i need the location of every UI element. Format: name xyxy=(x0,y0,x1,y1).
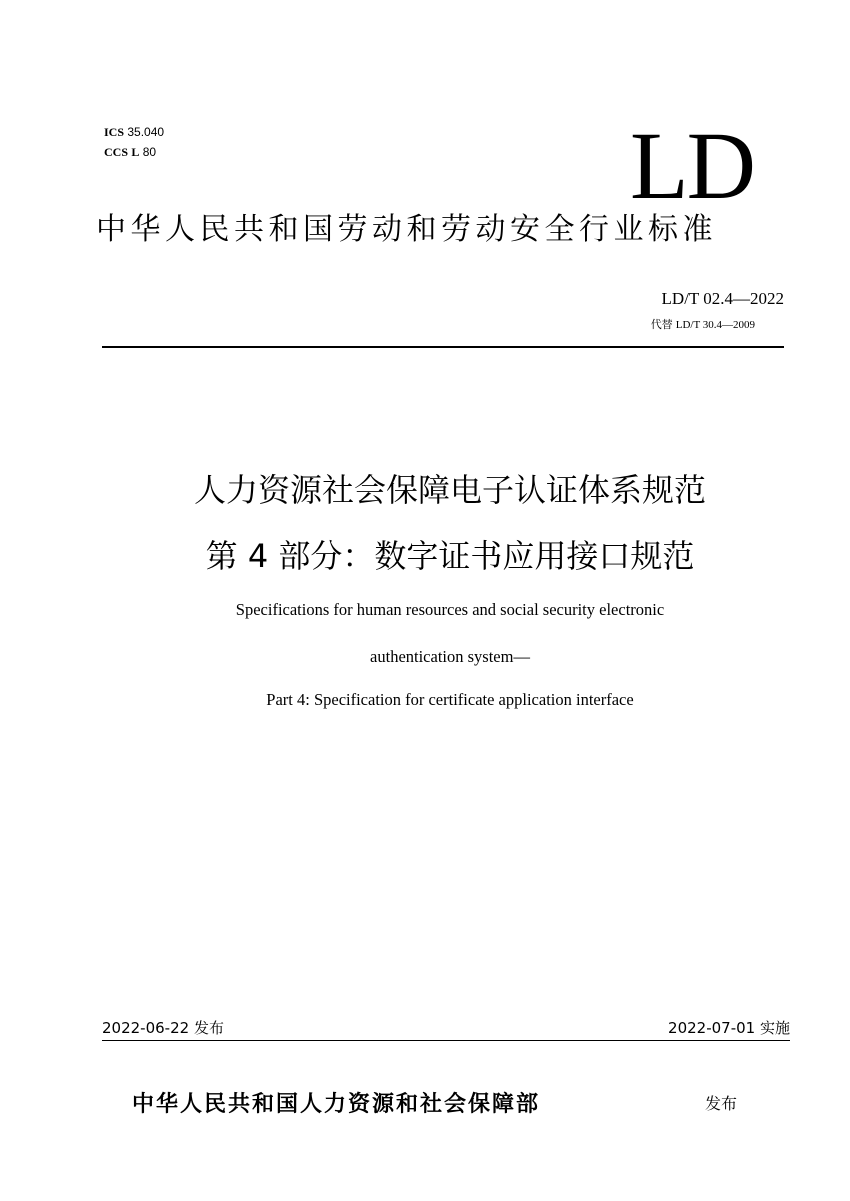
title-cn-line1: 人力资源社会保障电子认证体系规范 xyxy=(193,471,706,509)
ld-logo: LD xyxy=(630,112,754,219)
replaces-code: LD/T 30.4—2009 xyxy=(675,319,755,331)
ccs-value: 80 xyxy=(142,145,157,159)
top-divider xyxy=(102,346,784,348)
replaces-label: 代替 xyxy=(650,319,673,331)
standard-number: LD/T 02.4—2022 xyxy=(661,289,784,308)
ics-code xyxy=(104,124,164,140)
bottom-divider xyxy=(102,1040,790,1041)
publisher-name: 中华人民共和国人力资源和社会保障部 xyxy=(132,1091,541,1117)
standard-category-title: 中华人民共和国劳动和劳动安全行业标准 xyxy=(96,212,717,247)
title-en-line1: Specifications for human resources and social security electronic xyxy=(235,600,665,619)
title-en-line3: Part 4: Specification for certificate application interface xyxy=(266,690,634,709)
replaces-standard xyxy=(651,318,755,332)
issue-date: 2022-06-22 发布 xyxy=(102,1019,224,1037)
title-cn-line2: 第 4 部分：数字证书应用接口规范 xyxy=(205,537,695,575)
ccs-label: CCS xyxy=(104,145,129,159)
ccs-letter: L xyxy=(131,145,140,159)
ics-label: ICS xyxy=(104,125,125,139)
publish-label: 发布 xyxy=(705,1094,738,1113)
ics-value: 35.040 xyxy=(127,125,165,139)
title-en-line2: authentication system— xyxy=(370,647,530,666)
implementation-date: 2022-07-01 实施 xyxy=(668,1019,790,1037)
ccs-code xyxy=(104,144,156,160)
